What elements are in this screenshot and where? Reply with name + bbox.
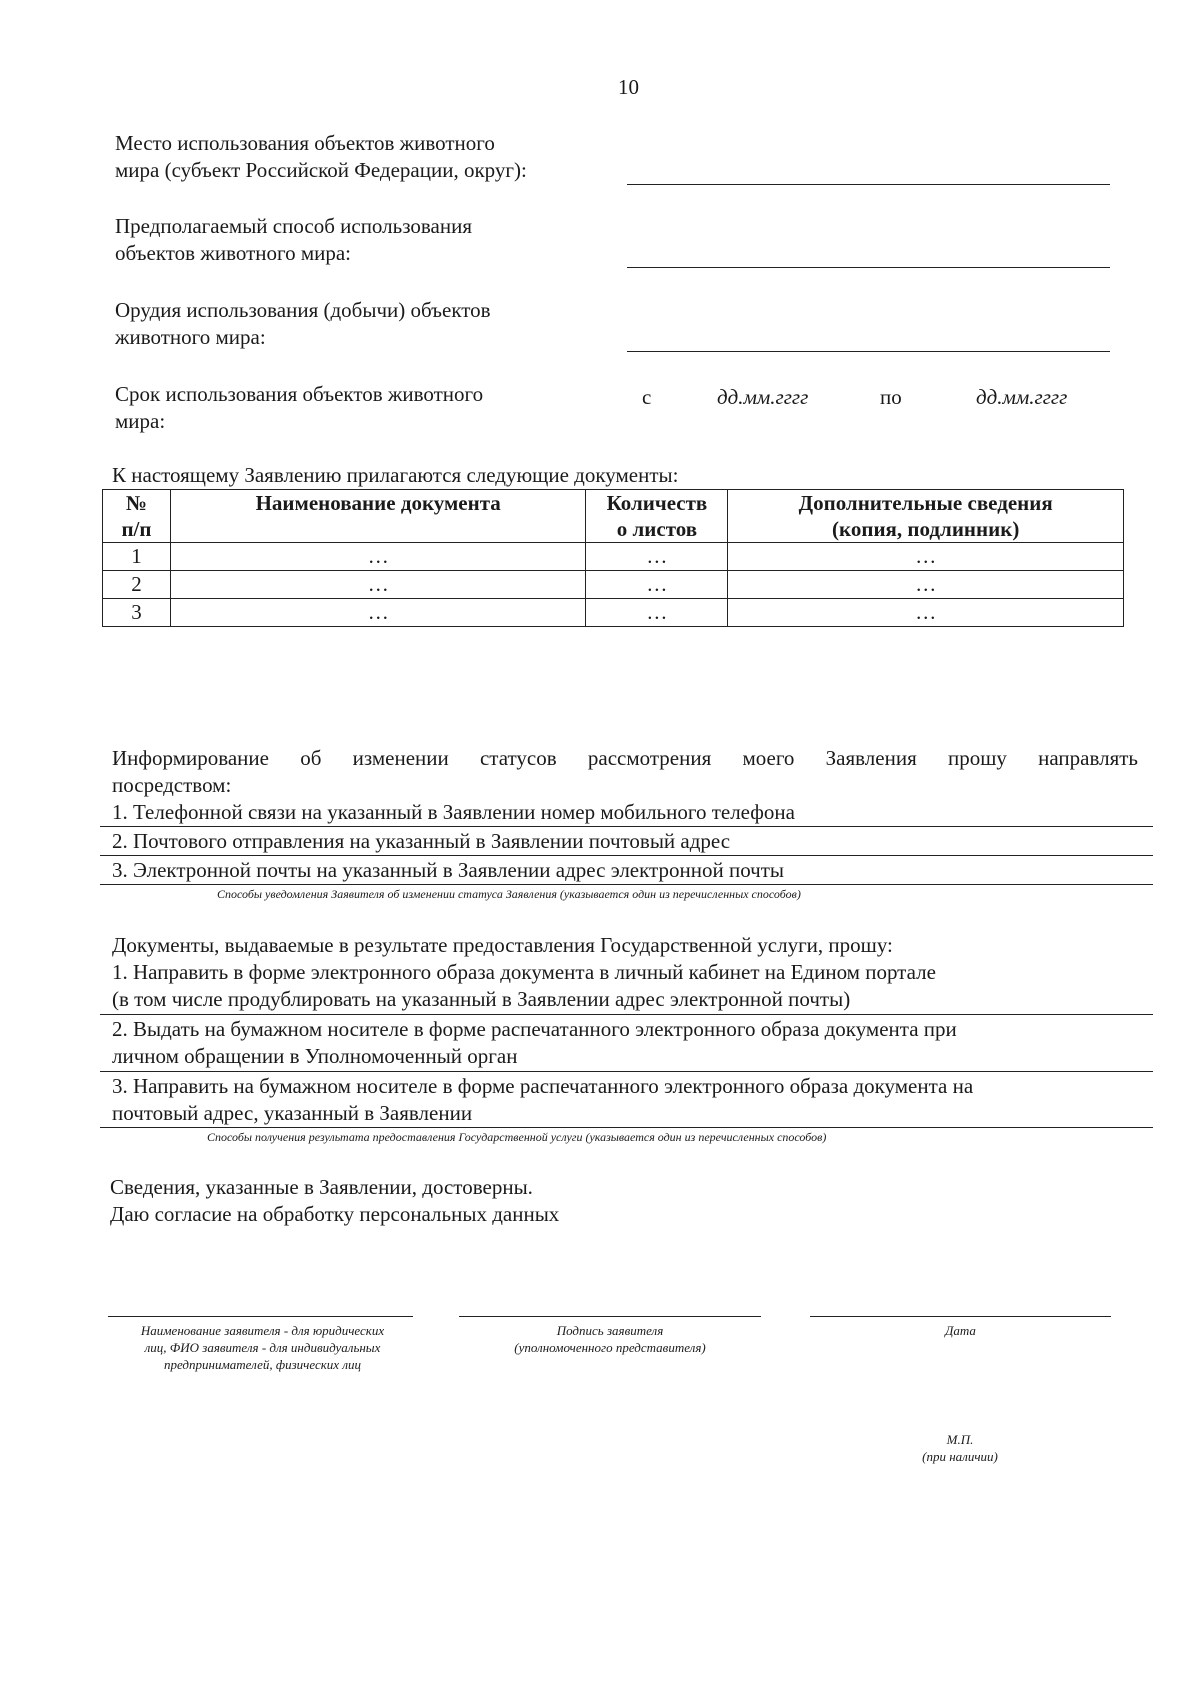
signature-line[interactable]: [459, 1316, 761, 1317]
result-divider-1: [100, 1014, 1153, 1015]
period-from-word: с: [642, 385, 652, 409]
result-caption: Способы получения результата предоставления Государственной услуги (указывается один из перечисленных способов): [207, 1130, 827, 1144]
period-from-value[interactable]: дд.мм.гггг: [717, 385, 809, 409]
notify-option-2[interactable]: 2. Почтового отправления на указанный в Заявлении почтовый адрес: [112, 829, 731, 853]
table-cell[interactable]: …: [728, 543, 1124, 571]
table-header-row: [103, 490, 1124, 543]
table-cell: 3: [103, 599, 171, 627]
notify-caption: Способы уведомления Заявителя об изменении статуса Заявления (указывается один из перечисленных способов): [217, 887, 801, 901]
notify-divider-3: [100, 884, 1153, 885]
table-cell[interactable]: …: [170, 543, 586, 571]
table-cell[interactable]: …: [586, 571, 728, 599]
table-cell[interactable]: …: [728, 599, 1124, 627]
period-label-1: Срок использования объектов животного: [115, 382, 484, 406]
period-to-word: по: [880, 385, 902, 409]
table-cell[interactable]: …: [170, 571, 586, 599]
field-tools-label-2: животного мира:: [115, 325, 266, 349]
documents-table: [102, 489, 1124, 627]
table-row: [103, 543, 1124, 571]
date-caption: Дата: [945, 1323, 976, 1338]
field-method-label-2: объектов животного мира:: [115, 241, 352, 265]
period-label-2: мира:: [115, 409, 166, 433]
field-place-label-2: мира (субъект Российской Федерации, округ):: [115, 158, 527, 182]
table-cell: 1: [103, 543, 171, 571]
confirm-line-2: Даю согласие на обработку персональных данных: [110, 1202, 560, 1226]
notify-intro-1: Информирование об изменении статусов рассмотрения моего Заявления прошу направлять: [112, 746, 1138, 770]
field-place-input-line[interactable]: [627, 184, 1110, 185]
docs-intro: К настоящему Заявлению прилагаются следующие документы:: [112, 463, 679, 487]
result-option-3-line2[interactable]: почтовый адрес, указанный в Заявлении: [112, 1101, 473, 1125]
col-header-extra: Дополнительные сведения (копия, подлинник): [728, 490, 1124, 543]
result-option-2-line2[interactable]: личном обращении в Уполномоченный орган: [112, 1044, 518, 1068]
notify-option-3[interactable]: 3. Электронной почты на указанный в Заявлении адрес электронной почты: [112, 858, 784, 882]
applicant-caption: Наименование заявителя - для юридических лиц, ФИО заявителя - для индивидуальных предпринимателей, физических лиц: [140, 1323, 385, 1372]
table-row: [103, 571, 1124, 599]
field-place-label-1: Место использования объектов животного: [115, 131, 495, 155]
result-intro: Документы, выдаваемые в результате предоставления Государственной услуги, прошу:: [112, 933, 893, 957]
table-cell[interactable]: …: [586, 543, 728, 571]
applicant-line[interactable]: [108, 1316, 413, 1317]
field-method-input-line[interactable]: [627, 267, 1110, 268]
period-to-value[interactable]: дд.мм.гггг: [976, 385, 1068, 409]
col-header-sheets: Количеств о листов: [586, 490, 728, 543]
notify-intro-2: посредством:: [112, 773, 232, 797]
table-cell[interactable]: …: [586, 599, 728, 627]
field-tools-label-1: Орудия использования (добычи) объектов: [115, 298, 491, 322]
table-cell[interactable]: …: [728, 571, 1124, 599]
signature-caption: Подпись заявителя (уполномоченного представителя): [514, 1323, 706, 1355]
page-number: 10: [618, 75, 639, 99]
result-divider-2: [100, 1071, 1153, 1072]
table-row: [103, 599, 1124, 627]
field-method-label-1: Предполагаемый способ использования: [115, 214, 472, 238]
notify-divider-1: [100, 826, 1153, 827]
table-cell[interactable]: …: [170, 599, 586, 627]
col-header-number: № п/п: [103, 490, 171, 543]
date-line[interactable]: [810, 1316, 1111, 1317]
result-option-1-line1[interactable]: 1. Направить в форме электронного образа документа в личный кабинет на Едином портале: [112, 960, 936, 984]
confirm-line-1: Сведения, указанные в Заявлении, достоверны.: [110, 1175, 533, 1199]
result-option-3-line1[interactable]: 3. Направить на бумажном носителе в форме распечатанного электронного образа документа на: [112, 1074, 974, 1098]
result-option-2-line1[interactable]: 2. Выдать на бумажном носителе в форме распечатанного электронного образа документа при: [112, 1017, 957, 1041]
notify-option-1[interactable]: 1. Телефонной связи на указанный в Заявлении номер мобильного телефона: [112, 800, 795, 824]
notify-divider-2: [100, 855, 1153, 856]
col-header-name: Наименование документа: [170, 490, 586, 543]
table-cell: 2: [103, 571, 171, 599]
field-tools-input-line[interactable]: [627, 351, 1110, 352]
result-divider-3: [100, 1127, 1153, 1128]
result-option-1-line2[interactable]: (в том числе продублировать на указанный в Заявлении адрес электронной почты): [112, 987, 851, 1011]
stamp-caption: М.П. (при наличии): [922, 1432, 998, 1464]
